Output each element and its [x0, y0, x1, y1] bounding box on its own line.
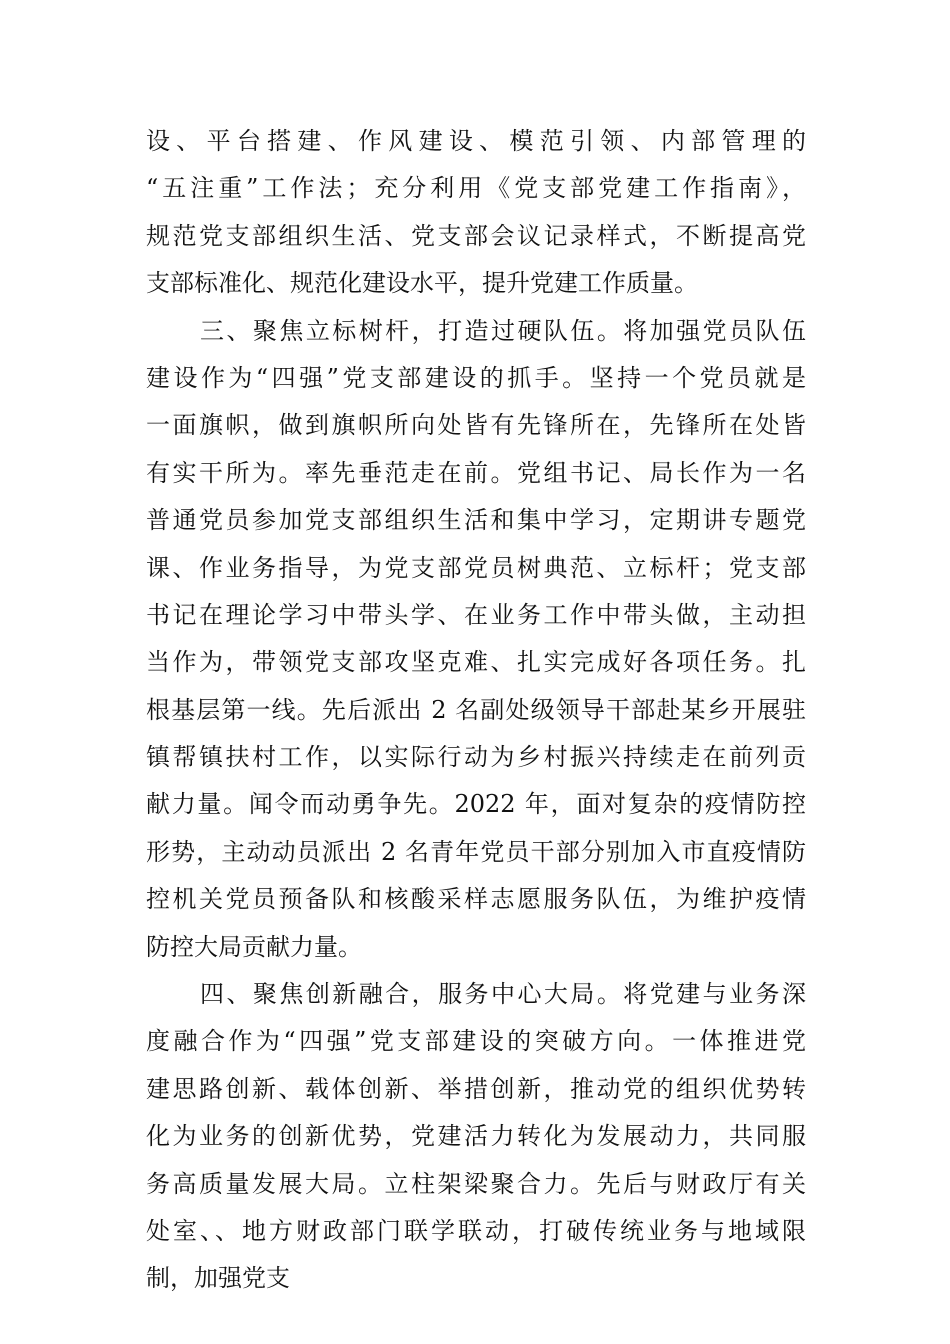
text-line: 形势，主动动员派出 2 名青年党员干部分别加入市直疫情防: [146, 837, 806, 866]
text-line: 建思路创新、载体创新、举措创新，推动党的组织优势转: [146, 1074, 806, 1103]
text-line: 建设作为“四强”党支部建设的抓手。坚持一个党员就是: [146, 363, 806, 392]
text-line: 务高质量发展大局。立柱架梁聚合力。先后与财政厅有关: [146, 1169, 806, 1198]
text-line: 度融合作为“四强”党支部建设的突破方向。一体推进党: [146, 1027, 806, 1056]
text-line: 支部标准化、规范化建设水平，提升党建工作质量。: [146, 269, 698, 298]
text-line: 规范党支部组织生活、党支部会议记录样式，不断提高党: [146, 221, 806, 250]
text-line: 防控大局贡献力量。: [146, 932, 362, 961]
text-line: 一面旗帜，做到旗帜所向处皆有先锋所在，先锋所在处皆: [146, 411, 806, 440]
text-line: 镇帮镇扶村工作，以实际行动为乡村振兴持续走在前列贡: [146, 743, 806, 772]
text-line: 课、作业务指导，为党支部党员树典范、立标杆；党支部: [146, 553, 806, 582]
text-line: 控机关党员预备队和核酸采样志愿服务队伍，为维护疫情: [146, 885, 806, 914]
text-line: 设、平台搭建、作风建设、模范引领、内部管理的: [146, 127, 806, 155]
text-line: 普通党员参加党支部组织生活和集中学习，定期讲专题党: [146, 506, 806, 535]
text-line: 制，加强党支: [146, 1264, 290, 1293]
section-heading-line: 三、聚焦立标树杆，打造过硬队伍。将加强党员队伍: [200, 316, 806, 345]
body-text: [146, 118, 806, 1303]
section-heading-line: 四、聚焦创新融合，服务中心大局。将党建与业务深: [200, 980, 806, 1009]
text-line: 当作为，带领党支部攻坚克难、扎实完成好各项任务。扎: [146, 648, 806, 677]
text-line: 书记在理论学习中带头学、在业务工作中带头做，主动担: [146, 600, 806, 629]
text-line: “五注重”工作法；充分利用《党支部党建工作指南》，: [146, 174, 806, 203]
text-line: 有实干所为。率先垂范走在前。党组书记、局长作为一名: [146, 458, 806, 487]
text-line: 处室、、地方财政部门联学联动，打破传统业务与地域限: [146, 1216, 806, 1245]
text-line: 根基层第一线。先后派出 2 名副处级领导干部赴某乡开展驻: [146, 695, 806, 724]
text-line: 化为业务的创新优势，党建活力转化为发展动力，共同服: [146, 1122, 806, 1151]
text-line: 献力量。闻令而动勇争先。2022 年，面对复杂的疫情防控: [146, 790, 806, 819]
